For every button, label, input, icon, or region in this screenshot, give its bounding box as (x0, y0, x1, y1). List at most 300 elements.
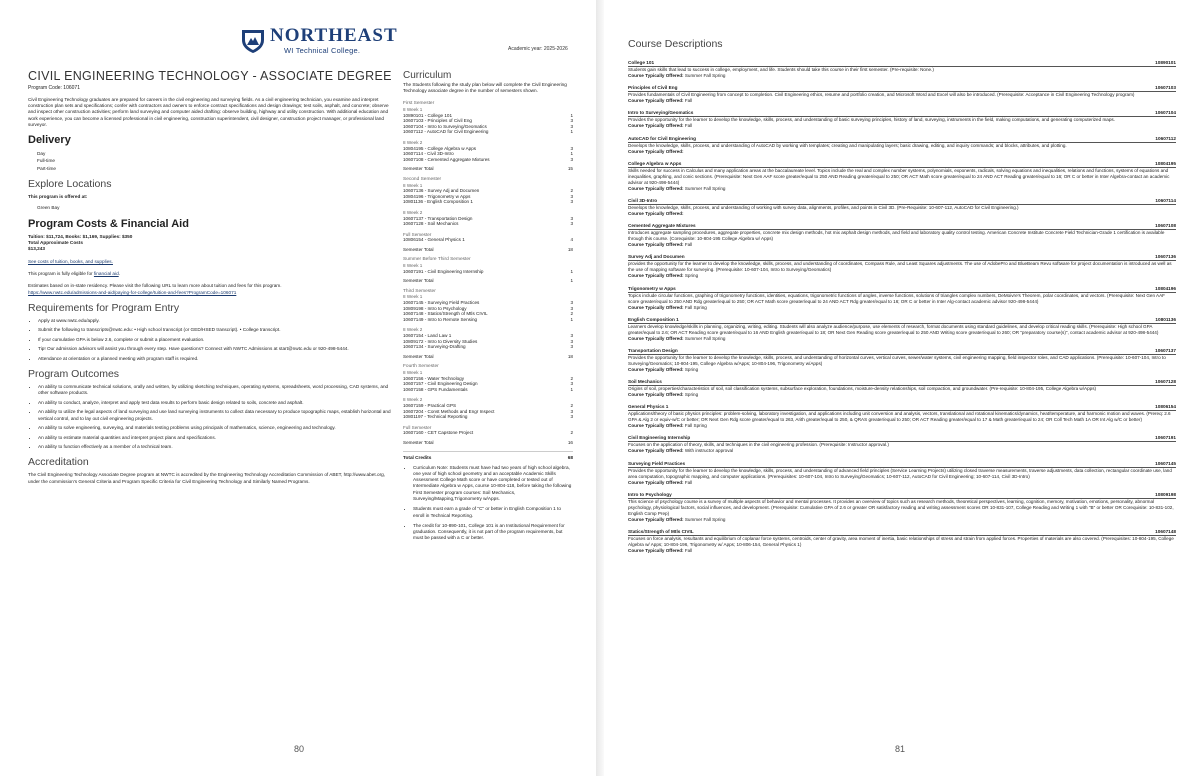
total-credits-row (403, 451, 573, 460)
semester-total-label: Semester Total (403, 439, 434, 445)
semester-total-row (403, 166, 573, 172)
course-offered (628, 423, 1176, 429)
course-credits: 2 (570, 430, 573, 436)
course-credits: 1 (570, 316, 573, 322)
offered-label: Course Typically Offered: (628, 335, 684, 341)
course-credits: 3 (570, 381, 573, 387)
course-offered (628, 273, 1176, 279)
course-text: Topics include circular functions, graphing of trigonometry functions, identities, equations, trigonometric functions of angles, inverse functions, solutions of triangles complex numbers, DeMoivre's Theorem, polar coordinates, and vectors. (Prerequisite: Next Gen AAF score greater/equal to 250 AND Rdg greater/equal to 250; OR ACT Math score greater/equal to 24 AND ACT Rdg greater/equal to 16; OR C or better in Inter Alg-contact academic advisor 920-498-5444) (628, 292, 1165, 304)
semester-title: First Semester (403, 101, 435, 107)
semester-total-label: Semester Total (403, 278, 434, 284)
course-credits: 3 (570, 123, 573, 129)
course-name: 10607112 - AutoCAD for Civil Engineering (403, 129, 489, 135)
offered-label: Course Typically Offered: (628, 304, 684, 310)
course-header (628, 348, 1176, 355)
course-credits: 1 (570, 151, 573, 157)
course-header (628, 110, 1176, 117)
course-text: Develops the knowledge, skills, process, and understanding of AutoCAD by working with templates; creating and manipulating layers; basic drawing, editing, and inquiry commands; and blocks, attributes, and plotting. (628, 142, 1067, 148)
semester-total-value: 1 (570, 278, 573, 284)
offered-label: Course Typically Offered: (628, 479, 684, 485)
requirement-item: • Attendance at orientation or a planned meeting with program staff is required. (38, 356, 393, 362)
course-name: 10607114 - Civil 3D-Intro (403, 151, 454, 157)
course-description (628, 317, 1176, 342)
offered-terms: Fall (684, 479, 693, 485)
offered-terms: Fall (684, 123, 693, 129)
course-description (628, 492, 1176, 523)
course-text: Skills needed for success in Calculus and many application areas at the baccalaureate level. Topics include the real and complex number systems, polynomials, exponents, radicals, solving equations and inequalities, relations and functions, systems of equations and inequalities, graphing, and conic sections. (Prerequisite: Next Gen AAF score greater/equal to 250 AND Reading greater/equal to 250; OR ACT Math score greater/equal to 24 AND ACT Reading greater/equal to 16; OR C or better in Inter Algebra-contact an academic advisor at 920-498-5444) (628, 167, 1170, 185)
course-description (628, 110, 1176, 129)
course-credits: 3 (570, 300, 573, 306)
course-title: English Composition 1 (628, 316, 679, 322)
course-title: Civil Engineering Internship (628, 435, 691, 441)
course-description (628, 379, 1176, 398)
requirement-item: • Apply at www.nwtc.edu/apply. (38, 318, 393, 324)
total-credits-label: Total Credits (403, 454, 432, 460)
course-header (628, 161, 1176, 168)
program-code: Program Code: 106071 (28, 84, 80, 91)
offered-label: Course Typically Offered: (628, 273, 684, 279)
semester-title: Fourth Semester (403, 364, 439, 370)
course-code: 10806154 (1155, 404, 1176, 410)
offered-terms: Fall (684, 548, 693, 553)
course-text: Provides the opportunity for the learner to develop the knowledge, skills, process, and understanding of horizontal curves, vertical curves, sewer/water systems, civil engineering mapping, field inspector roles, and CAD applications. (Prerequisite: 10-607-104, Intro to Surveying/Geomatics; 10-804-195, College Algebra w/Apps; 10-804-196, Trigonometry w/Apps) (628, 354, 1166, 366)
course-header (628, 198, 1176, 205)
course-title: Intro to Psychology (628, 491, 672, 497)
curriculum-note: • The credit for 10-890-101, College 101 is an Institutional Requirement for graduation. Consequently, it is not part of the program requirements, but must be passed with a C or better. (413, 523, 573, 542)
course-offered (628, 480, 1176, 486)
course-name: 10607145 - Surveying Field Practices (403, 300, 480, 306)
term-label: 8 Week 2 (403, 139, 423, 145)
course-text: This science of psychology course is a survey of multiple aspects of behavior and mental processes. It provides an overview of topics such as research methods, theoretical perspectives, learning, cognition, memory, motivation, emotions, personality, abnormal psychology, physiological factors, social influences, and development. (Prerequisite: Cumulative GPA of 2.6 or greater OR satisfactory reading and writing assessment scores OR 10-831-107, College Reading and Writing 1 with "B" or better OR Corequisite: 10-831-102, English Comp Prep) (628, 498, 1174, 516)
requirement-item: • Submit the following to transcripts@nwtc.edu: • High school transcript (or GED/HSED transcript). • College transcript. (38, 327, 393, 333)
logo-subtitle: WI Technical College. (284, 46, 361, 55)
offered-terms: Spring (684, 366, 699, 372)
course-description (628, 85, 1176, 104)
course-text: Students gain skills that lead to success in college, employment, and life. Students should take this course in their first semester. (Pre-requisite: None.) (628, 67, 934, 72)
course-name: 10607108 - Cemented Aggregate Mixtures (403, 156, 490, 162)
course-name: 10607158 - GPS Fundamentals (403, 386, 468, 392)
course-credits: 3 (570, 156, 573, 162)
curriculum-note: • Students must earn a grade of "C" or better in English Composition 1 to enroll in Technical Reporting. (413, 506, 573, 519)
term-label: 8 Week 2 (403, 327, 423, 333)
term-label: 8 Week 1 (403, 263, 423, 269)
outcome-item: • An ability to communicate technical solutions, orally and written, by utilizing sketching techniques, operating systems, spreadsheets, word processing, CAD systems, and other software products. (38, 384, 393, 397)
course-description (628, 286, 1176, 311)
offered-terms: Summer Fall Spring (684, 516, 726, 522)
course-description (628, 136, 1176, 155)
course-title: Intro to Surveying/Geomatics (628, 110, 694, 116)
semester-total-row (403, 278, 573, 284)
course-name: 10801136 - English Composition 1 (403, 199, 473, 205)
term-label: 8 Week 2 (403, 209, 423, 215)
course-title: College 101 (628, 60, 655, 65)
course-name: 10607128 - Soil Mechanics (403, 221, 459, 227)
course-name: 10607137 - Transportation Design (403, 215, 473, 221)
course-offered (628, 149, 1176, 155)
course-name: 10804195 - College Algebra w Apps (403, 145, 477, 151)
left-page (0, 0, 596, 776)
course-offered (628, 242, 1176, 248)
course-offered (628, 336, 1176, 342)
offered-label: Course Typically Offered: (628, 516, 684, 522)
course-code: 10607148 (1155, 529, 1176, 534)
course-name: 10809172 - Intro to Diversity Studies (403, 338, 478, 344)
course-description (628, 223, 1176, 248)
curriculum-note: • Curriculum Note: Students must have had two years of high school algebra, one year of high school geometry and an acceptable Academic Skills Assessment College Math score or have completed or tested out of Intermediate Algebra w Apps, course 10-804-118, before taking the following First Semester program courses: Soil Mechanics, Surveying/Mapping,Trigonometry w/Apps. (413, 465, 573, 503)
course-row (403, 430, 573, 436)
term-block (403, 107, 573, 135)
costs-link[interactable]: See costs of tuition, books, and supplies. (28, 258, 113, 264)
course-credits: 3 (570, 408, 573, 414)
course-header (628, 254, 1176, 261)
page-number-left: 80 (294, 744, 305, 754)
course-description (628, 254, 1176, 279)
curriculum-column (403, 70, 573, 546)
course-credits: 3 (570, 338, 573, 344)
course-credits: 3 (570, 305, 573, 311)
delivery-item: Day (37, 150, 46, 156)
course-row (403, 317, 573, 323)
course-title: Survey Adj and Documen (628, 254, 685, 260)
course-name: 10809198 - Intro to Psychology (403, 305, 467, 311)
semester-title: Second Semester (403, 176, 442, 182)
locations-heading: Explore Locations (28, 178, 112, 191)
term-block (403, 327, 573, 349)
course-credits: 3 (570, 193, 573, 199)
offered-label: Course Typically Offered: (628, 448, 684, 454)
course-credits: 2 (570, 375, 573, 381)
outcome-item: • An ability to conduct, analyze, interpret and apply test data results to perform basic design related to soils, concrete and asphalt. (38, 400, 393, 406)
course-title: Surveying Field Practices (628, 460, 686, 466)
course-text: Introduces aggregate sampling procedures, aggregate properties, concrete mix design methods, hot mix asphalt design methods, and field and laboratory quality control testing. American Concrete Institute Concrete Field Technician-Grade 1 certification is available through this course. (Corequisite: 10-804-195 College Algebra w/ Apps) (628, 230, 1165, 242)
offered-label: Course Typically Offered: (628, 423, 684, 429)
course-header (628, 317, 1176, 324)
course-credits: 3 (570, 199, 573, 205)
tuition-url-link[interactable]: https://www.nwtc.edu/admissions-and-aid/paying-for-college/tuition-and-fees?ProgramCode=106071 (28, 289, 237, 295)
logo-name: NORTHEAST (270, 25, 398, 46)
semester-total-value: 15 (567, 166, 573, 172)
term-block (403, 294, 573, 322)
semester-list (403, 101, 573, 445)
course-title: Principles of Civil Eng (628, 85, 678, 91)
course-title: College Algebra w Apps (628, 160, 682, 166)
course-credits: 3 (570, 344, 573, 350)
course-credits: 3 (570, 215, 573, 221)
course-code: 10607108 (1155, 223, 1176, 229)
term-label: 8 Week 2 (403, 397, 423, 403)
offered-label: Course Typically Offered: (628, 548, 684, 553)
course-description-list (628, 60, 1176, 560)
offered-terms: With instructor approval (684, 448, 734, 454)
semester-block (403, 101, 573, 172)
semester-total-value: 18 (567, 353, 573, 359)
course-offered (628, 367, 1176, 373)
outcome-item: • An ability to utilize the legal aspects of land surveying and use land surveying instruments to collect data necessary to produce topographic maps, establish horizontal and vertical control, and to lay out civil engineering projects. (38, 409, 393, 422)
page-number-right: 81 (895, 744, 906, 754)
course-text: Provides the opportunity for the learner to develop the knowledge, skills, process, and understanding of advanced field principles (Service Learning Projects) utilizing closed traverse measurements, traverse adjustments, data collection, rectangular coordinate use, land area computation, topographic mapping, and computer applications. (Prerequisites: 10-607-104, Intro to Surveying/Geomatics; 10-607-112, AutoCAD for Civil Engineering; 10-607-114, Civil 3D-Intro) (628, 467, 1172, 479)
delivery-list (37, 150, 393, 173)
course-header (628, 379, 1176, 386)
outcome-item: • An ability to function effectively as a member of a technical team. (38, 444, 393, 450)
college-logo (240, 26, 398, 55)
requirements-list (28, 318, 393, 362)
course-offered (628, 517, 1176, 523)
course-description (628, 435, 1176, 454)
course-description (628, 161, 1176, 192)
course-credits: 1 (570, 112, 573, 118)
course-credits: 1 (570, 268, 573, 274)
course-credits: 3 (570, 414, 573, 420)
offered-terms: Summer Fall Spring (684, 335, 726, 341)
right-page (604, 0, 1200, 776)
course-offered (628, 211, 1176, 217)
course-text: Provides fundamentals of Civil Engineering from concept to completion. Civil Engineering ethics, resume and portfolio creation, and Microsoft Word and Excel will also be introduced. (Prerequisite: Acceptance in Civil Engineering Technology program) (628, 92, 1135, 98)
term-label: 8 Week 1 (403, 107, 423, 112)
course-text: Learners develop knowledge/skills in planning, organizing, writing, editing. Students will also analyze audience/purpose, use elements of research, format documents using standard guidelines, and develop critical reading skills. (Prerequisite: High school GPA greater/equal to 2.6; OR ACT Reading score greater/equal to 16 AND English greater/equal to 18; OR Next Gen Reading score greater/equal to 250 AND Writing score greater/equal to 260; OR "preparatory course(s)", contact academic advisor at 920-498-5444) (628, 323, 1159, 335)
cost-estimate-note: Estimates based on in-state residency. Please visit the following URL to learn more about tuition and fees for this program. (28, 283, 282, 289)
course-name: 10607191 - Civil Engineering Internship (403, 268, 484, 274)
course-row (403, 199, 573, 205)
outcomes-list (28, 384, 393, 450)
course-code: 10607104 (1155, 110, 1176, 116)
course-code: 10801136 (1155, 316, 1176, 322)
course-header (628, 404, 1176, 411)
offered-terms: Spring (684, 273, 699, 279)
course-title: Statics/Strength of Mtls CIVIL (628, 529, 694, 534)
semester-total-row (403, 354, 573, 360)
course-name: 10607104 - Intro to Surveying/Geomatics (403, 123, 487, 129)
course-code: 10607112 (1155, 135, 1176, 141)
course-row (403, 344, 573, 350)
curriculum-notes (403, 465, 573, 542)
offered-label: Course Typically Offered: (628, 123, 684, 129)
offered-label: Course Typically Offered: (628, 392, 684, 398)
course-code: 10607128 (1155, 379, 1176, 385)
outcome-item: • An ability to estimate material quantities and interpret project plans and specifications. (38, 435, 393, 441)
course-name: 10607148 - Statics/Strength of Mtls CIVIL (403, 311, 488, 317)
course-credits: 2 (570, 311, 573, 317)
program-description: Civil Engineering Technology graduates are prepared for careers in the civil engineering and surveying fields. As a civil engineering technician, you examine and interpret construction plan sets and specifications; confer with contractors and owners to enforce contract specifications and design drawings; test soils, asphalt, and concrete; observe and inspect other construction activities; perform land surveying and computer aided drafting: observe building, highway and utility construction. With additional education and work experience, you can become a licensed professional in civil engineering, construction superintendent, civil designer, construction project manager, or professional land surveyor. (28, 96, 389, 128)
semester-block (403, 177, 573, 253)
offered-terms: Fall (684, 98, 693, 104)
offered-label: Course Typically Offered: (628, 148, 684, 154)
course-header (628, 286, 1176, 293)
shield-icon (240, 28, 266, 54)
course-name: 10607159 - Practical GPS (403, 402, 457, 408)
course-offered (628, 98, 1176, 104)
delivery-item: Part-time (37, 165, 57, 171)
course-name: 10801197 - Technical Reporting (403, 414, 468, 420)
course-descriptions-heading: Course Descriptions (628, 38, 723, 50)
course-title: General Physics 1 (628, 404, 669, 410)
requirements-heading: Requirements for Program Entry (28, 301, 180, 314)
term-label: Full Semester (403, 424, 432, 430)
curriculum-intro: The Students following the study plan below will complete the Civil Engineering Technology associate degree in the number of semesters shown. (403, 82, 567, 94)
curriculum-heading: Curriculum (403, 70, 452, 81)
course-name: 10607157 - Civil Engineering Design (403, 381, 478, 387)
semester-total-value: 18 (567, 246, 573, 252)
semester-total-label: Semester Total (403, 353, 434, 359)
financial-aid-note: This program is fully eligible for financial aid. (28, 271, 120, 277)
course-text: Focuses on the application of theory, skills, and techniques in the civil engineering profession. (Prerequisite: Instructor approval.) (628, 442, 889, 448)
semester-total-label: Semester Total (403, 246, 434, 252)
course-credits: 4 (570, 237, 573, 243)
offered-label: Course Typically Offered: (628, 366, 684, 372)
course-name: 10607134 - Surveying-Drafting (403, 344, 466, 350)
semester-total-row (403, 247, 573, 253)
requirement-item: • If your cumulative GPA is below 2.6, complete or submit a placement evaluation. (38, 337, 393, 343)
offered-terms: Summer Fall Spring (684, 185, 726, 191)
course-code: 10809198 (1155, 491, 1176, 497)
financial-aid-link[interactable]: financial aid (93, 271, 119, 277)
term-block (403, 263, 573, 274)
course-text: Provides the opportunity for the learner to develop the knowledge, skills, process, and understanding of basic surveying principles, history of land, surveying, instruments in the field, making computations, and generating computerized maps. (628, 117, 1115, 123)
semester-title: Third Semester (403, 288, 436, 294)
offered-label: Course Typically Offered: (628, 242, 684, 248)
program-title: CIVIL ENGINEERING TECHNOLOGY - ASSOCIATE DEGREE (28, 69, 392, 83)
course-code: 10607191 (1155, 435, 1176, 441)
course-row (403, 237, 573, 243)
course-header (628, 435, 1176, 442)
course-code: 10890101 (1155, 60, 1176, 65)
course-code: 10607103 (1155, 85, 1176, 91)
offered-terms: Fall Spring (684, 304, 707, 310)
accreditation-heading: Accreditation (28, 456, 89, 469)
semester-total-label: Semester Total (403, 166, 434, 172)
course-name: 10890101 - College 101 (403, 112, 453, 118)
course-header (628, 136, 1176, 143)
course-text: Applications/theory of basic physics principles: problem-solving, laboratory investigation, and applications including unit conversion and analysis, vectors, translational and rotational kinematics/dynamics, heat/temperature, and harmonic motion and waves. (Prereq: 2.6 GPA & Alg 2 or equiv-w/C or better; OR Next Gen Rdg score greater/equal to 263, Arith greater/equal to 250, & QRAS greater/equal to 250; OR ACT Reading greater/equal to 17 & Math greater/equal to 24; OR Coll Tech Math 1A OR Int Alg w/C or better) (628, 411, 1171, 423)
costs-total-value: $13,243 (28, 246, 45, 252)
costs-total-label: Total Approximate Costs (28, 240, 83, 246)
course-name: 10607154 - Land Law 1 (403, 333, 452, 338)
course-text: Focuses on force analysis, resultants and equilibrium of coplanar force systems, centroids, center of gravity, area moment of inertia, basic relationships of stress and strain from applied forces. Properties of materials are also covered. (Prerequisites: 10-804-195, College Algebra w/ Apps; 10-804-196, Trigonometry w/ Apps; 10-806-154, General Physics 1) (628, 536, 1174, 547)
course-credits: 1 (570, 129, 573, 135)
delivery-heading: Delivery (28, 133, 71, 146)
delivery-item: Full-time (37, 158, 55, 164)
course-title: AutoCAD for Civil Engineering (628, 135, 696, 141)
course-code: 10607114 (1155, 197, 1176, 203)
course-code: 10607136 (1155, 254, 1176, 260)
course-name: 10806154 - General Physics 1 (403, 237, 465, 243)
course-header (628, 461, 1176, 468)
course-code: 10607145 (1155, 460, 1176, 466)
offered-label: Course Typically Offered: (628, 185, 684, 191)
course-description (628, 198, 1176, 217)
location-item: Green Bay (37, 205, 60, 211)
course-code: 10607137 (1155, 347, 1176, 353)
semester-block (403, 364, 573, 445)
course-name: 10607149 - Intro to Remote Sensing (403, 316, 478, 322)
term-block (403, 232, 573, 243)
term-label: 8 Week 1 (403, 369, 423, 375)
course-offered (628, 305, 1176, 311)
course-description (628, 348, 1176, 373)
course-credits: 2 (570, 402, 573, 408)
offered-label: Course Typically Offered: (628, 210, 684, 216)
course-offered (628, 448, 1176, 454)
course-text: Origins of soil, properties/characteristics of soil, soil classification systems, subsurface exploration, foundations, moisture-density relationships, soil compaction, and groundwater. (Pre-requisite: 10-804-195, College Algebra w/Apps) (628, 386, 1097, 392)
term-block (403, 397, 573, 419)
academic-year: Academic year: 2025-2026 (508, 46, 568, 52)
course-title: Civil 3D-Intro (628, 197, 658, 203)
locations-list (37, 204, 393, 212)
course-text: provides the opportunity for the learner to develop the knowledge, skills, process, and understanding of coordinates, Compass Rule, and Least Squares adjustments. The use of AdobePro and BlueBeam Revu software for project documentation is introduced as well as the use of mapping software for surveying. (Prerequisite: 10-607-104, Intro to Surveying/Geomatics) (628, 261, 1172, 273)
course-header (628, 223, 1176, 230)
course-offered (628, 73, 1176, 79)
outcomes-heading: Program Outcomes (28, 368, 120, 381)
course-credits: 3 (570, 333, 573, 338)
course-text: Develops the knowledge, skills, process, and understanding of working with survey data, alignments, profiles, and points in Civil 3D. (Pre-Requisite: 10-607-112, AutoCAD for Civil Engineering.) (628, 204, 1019, 210)
semester-block (403, 289, 573, 360)
course-row (403, 157, 573, 163)
course-header (628, 85, 1176, 92)
program-column (28, 70, 393, 490)
course-title: Cemented Aggregate Mixtures (628, 223, 696, 229)
course-name: 10607160 - CET Capstone Project (403, 430, 474, 436)
course-name: 10607156 - Water Technology (403, 375, 465, 381)
term-block (403, 370, 573, 392)
course-credits: 3 (570, 221, 573, 227)
course-credits: 2 (570, 188, 573, 194)
course-title: Soil Mechanics (628, 379, 662, 385)
term-label: 8 Week 1 (403, 294, 423, 300)
course-description (628, 461, 1176, 486)
costs-breakdown: Tuition: $11,724, Books: $1,169, Supplies: $350 (28, 233, 133, 239)
term-block (403, 210, 573, 227)
course-row (403, 221, 573, 227)
semester-total-value: 16 (567, 439, 573, 445)
course-header (628, 492, 1176, 499)
semester-block (403, 257, 573, 283)
offered-label: Course Typically Offered: (628, 98, 684, 104)
term-label: 8 Week 1 (403, 182, 423, 188)
course-name: 10804196 - Trigonometry w Apps (403, 193, 471, 199)
semester-total-row (403, 440, 573, 446)
course-name: 10607103 - Principles of Civil Eng (403, 118, 472, 124)
term-block (403, 425, 573, 436)
course-row (403, 414, 573, 420)
course-name: 10607204 - Const Methods and Engr Inspect (403, 408, 495, 414)
course-description (628, 529, 1176, 554)
costs-heading: Program Costs & Financial Aid (28, 217, 189, 230)
page-gutter (596, 0, 604, 776)
course-header (628, 60, 1176, 67)
course-offered (628, 548, 1176, 554)
outcome-item: • An ability to solve engineering, surveying, and materials testing problems using principals of mathematics, science, engineering and technology. (38, 425, 393, 431)
course-offered (628, 186, 1176, 192)
accreditation-text: The Civil Engineering Technology Associate Degree program at NWTC is accredited by the Engineering Technology Accreditation Commission of ABET, http://www.abet.org, under the commission's General Criteria and Program Specific Criteria for Civil Engineering Technology and Similarly Named Programs. (28, 472, 386, 484)
course-title: Trigonometry w Apps (628, 285, 676, 291)
course-code: 10804195 (1155, 160, 1176, 166)
course-description (628, 404, 1176, 429)
course-credits: 1 (570, 386, 573, 392)
course-header (628, 529, 1176, 536)
requirement-item: • Tip! Our admission advisors will assist you through every step. Have questions? Connect with NWTC Admissions at start@nwtc.edu or 920-498-5444. (38, 346, 393, 352)
offered-terms: Summer Fall Spring (684, 73, 726, 78)
offered-label: Course Typically Offered: (628, 73, 684, 78)
course-name: 10607136 - Survey Adj and Documen (403, 188, 480, 194)
term-block (403, 183, 573, 205)
term-block (403, 140, 573, 162)
course-description (628, 60, 1176, 79)
semester-title: Summer Before Third Semester (403, 257, 471, 263)
offered-terms: Spring (684, 392, 699, 398)
course-row (403, 387, 573, 393)
offered-terms: Fall Spring (684, 423, 707, 429)
course-credits: 3 (570, 118, 573, 124)
course-offered (628, 392, 1176, 398)
